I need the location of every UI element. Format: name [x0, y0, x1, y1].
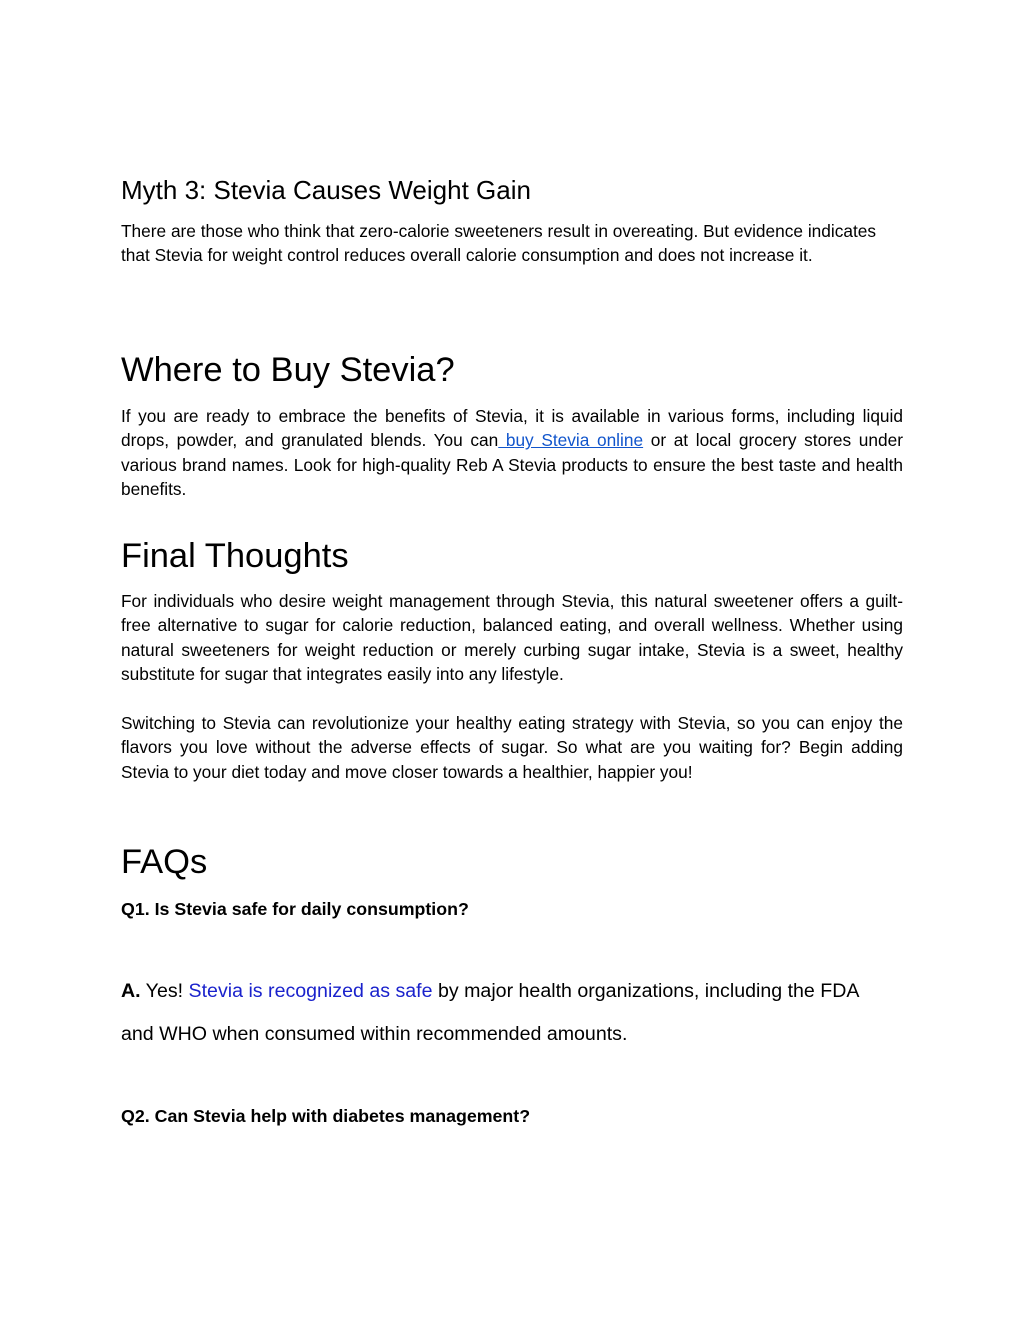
myth-3-paragraph: There are those who think that zero-calorie sweeteners result in overeating. But evidence indicates that Stevia for weight control reduces overall calorie consumption and does not increase it. [121, 221, 877, 266]
faqs-heading: FAQs [121, 843, 208, 881]
answer-rest-text: by major health organizations, including the FDA [432, 980, 860, 1002]
faq-answer-1-line-2: and WHO when consumed within recommended amounts. [121, 1023, 628, 1045]
final-thoughts-paragraph-1: For individuals who desire weight management through Stevia, this natural sweetener offers a guilt-free alternative to sugar for calorie reduction, balanced eating, and overall wellness. Whether using natural sweeteners for weight reduction or merely curbing sugar intake, Stevia is a sweet, healthy substitute for sugar that integrates easily into any lifestyle. [121, 591, 903, 684]
faq-question-2: Q2. Can Stevia help with diabetes management? [121, 1106, 531, 1126]
final-thoughts-paragraph-2: Switching to Stevia can revolutionize your healthy eating strategy with Stevia, so you can enjoy the flavors you love without the adverse effects of sugar. So what are you waiting for? Begin adding Stevia to your diet today and move closer towards a healthier, happier you! [121, 713, 903, 782]
answer-prefix: A. [121, 980, 141, 1002]
where-to-buy-text-before: If you are ready to embrace the benefits of Stevia, it is available in various forms, including liquid drops, powder, and granulated blends. You can [121, 406, 903, 451]
myth-3-heading: Myth 3: Stevia Causes Weight Gain [121, 175, 531, 205]
faq-answer-1-line-1 [121, 979, 859, 1003]
where-to-buy-text-after: or at local grocery stores under various brand names. Look for high-quality Reb A Stevia products to ensure the best taste and health benefits. [121, 430, 904, 499]
answer-yes-text: Yes! [140, 980, 189, 1002]
final-thoughts-heading: Final Thoughts [121, 537, 349, 575]
stevia-recognized-safe-link[interactable]: Stevia is recognized as safe [188, 980, 433, 1002]
where-to-buy-heading: Where to Buy Stevia? [121, 351, 455, 389]
where-to-buy-paragraph [121, 404, 903, 501]
buy-stevia-online-link[interactable]: buy Stevia online [498, 430, 644, 451]
faq-question-1: Q1. Is Stevia safe for daily consumption? [121, 899, 469, 919]
